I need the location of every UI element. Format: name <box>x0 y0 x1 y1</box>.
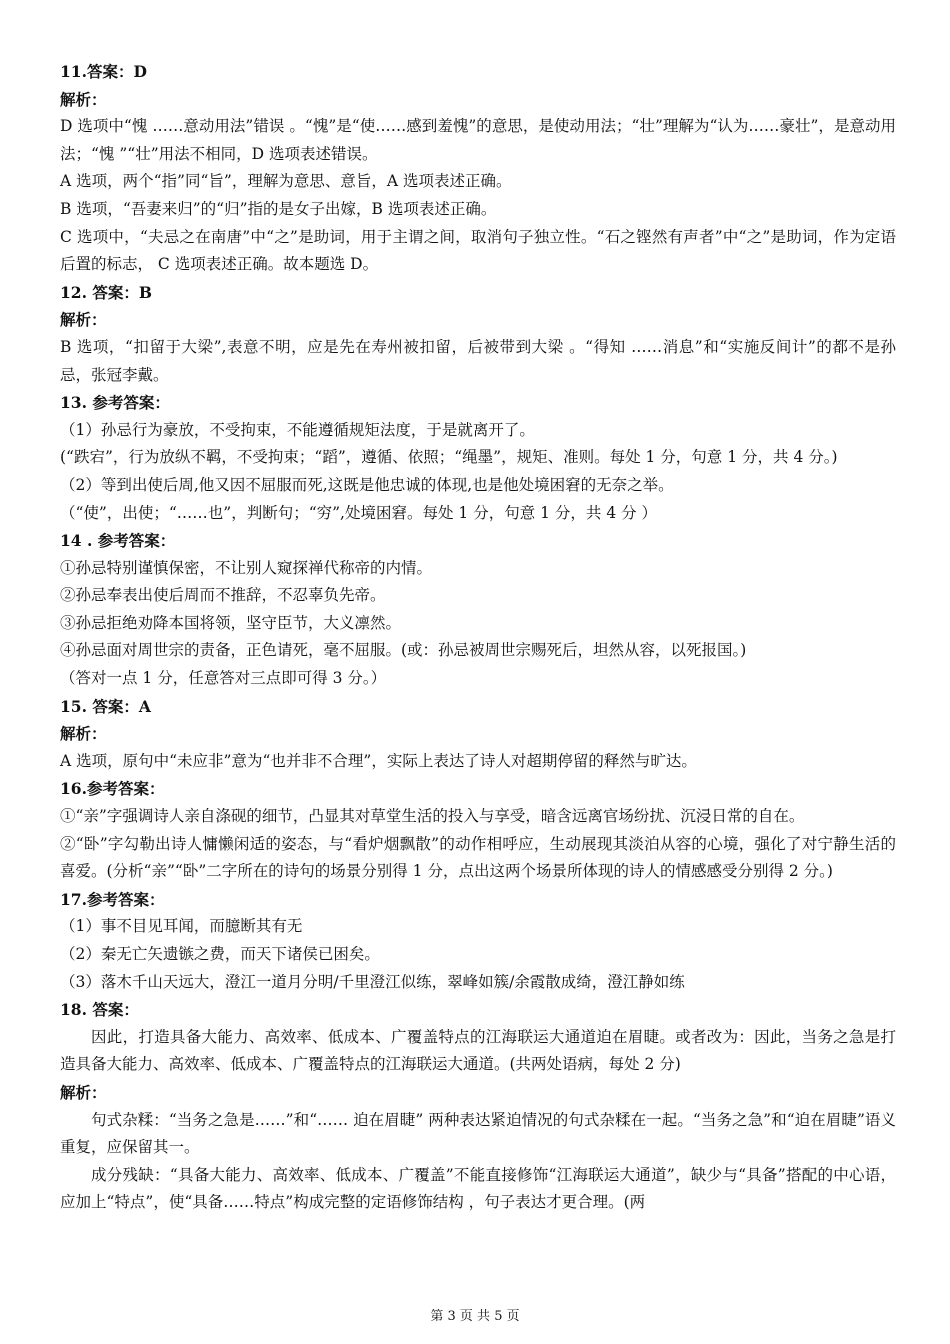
q18-answer: 18. 答案： <box>60 1000 139 1020</box>
q11-answer: 11.答案：D <box>60 62 147 81</box>
q15-analysis-label: 解析： <box>60 724 107 744</box>
q12-answer: 12. 答案：B <box>60 282 152 302</box>
q14-answer: 14 . 参考答案： <box>60 531 176 551</box>
q14-item-1: ①孙忌特别谨慎保密，不让别人窥探禅代称帝的内情。 <box>60 558 433 577</box>
q18-analysis-label: 解析： <box>60 1082 107 1102</box>
q14-item-2: ②孙忌奉表出使后周而不推辞，不忍辜负先帝。 <box>60 586 386 605</box>
q12-analysis-p1: B 选项，“扣留于大梁”,表意不明，应是先在寿州被扣留，后被带到大梁 。“得知 ……消息”和“实施反间计”的都不是孙忌，张冠李戴。 <box>60 337 896 384</box>
q14-item-3: ③孙忌拒绝劝降本国将领，坚守臣节，大义凛然。 <box>60 613 402 632</box>
page-footer: 第 3 页 共 5 页 <box>430 1309 520 1324</box>
q11-analysis-p4: C 选项中，“夫忌之在南唐”中“之”是助词，用于主谓之间，取消句子独立性。“石之铿然有声者”中“之”是助词，作为定语后置的标志， C 选项表述正确。故本题选 D。 <box>60 227 896 274</box>
q15-analysis-p1: A 选项，原句中“未应非”意为“也并非不合理”，实际上表达了诗人对超期停留的释然与旷达。 <box>60 751 697 770</box>
q18-analysis-p2: 句式杂糅：“当务之急是……”和“…… 迫在眉睫” 两种表达紧迫情况的句式杂糅在一起。“当务之急”和“迫在眉睫”语义重复，应保留其一。 <box>60 1110 896 1157</box>
q14-note: （答对一点 1 分，任意答对三点即可得 3 分。） <box>60 669 387 688</box>
answer-document <box>60 58 896 1217</box>
q11-analysis-p1: D 选项中“愧 ……意动用法”错误 。“愧”是“使……感到羞愧”的意思，是使动用法；“壮”理解为“认为……豪壮”，是意动用法；“愧 ”“壮”用法不相同，D 选项表述错误。 <box>60 117 896 163</box>
q16-item-1: ①“亲”字强调诗人亲自涤砚的细节，凸显其对草堂生活的投入与享受，暗含远离官场纷扰、沉浸日常的自在。 <box>60 807 805 826</box>
q17-answer: 17.参考答案： <box>60 889 165 909</box>
q16-item-2: ②“卧”字勾勒出诗人慵懒闲适的姿态，与“看炉烟飘散”的动作相呼应，生动展现其淡泊从容的心境，强化了对宁静生活的喜爱。(分析“亲”“卧”二字所在的诗句的场景分别得 1 分，点出这两个场景所体现的诗人的情感感受分别得 2 分。) <box>60 834 896 881</box>
q18-analysis-p3: 成分残缺：“具备大能力、高效率、低成本、广覆盖”不能直接修饰“江海联运大通道”，缺少与“具备”搭配的中心语，应加上“特点”，使“具备……特点”构成完整的定语修饰结构 ，句子表达才更合理。(两 <box>60 1165 896 1212</box>
q13-answer-2: （2）等到出使后周,他又因不屈服而死,这既是他忠诚的体现,也是他处境困窘的无奈之举。 <box>60 475 674 494</box>
q12-analysis-label: 解析： <box>60 310 107 330</box>
q16-answer: 16.参考答案： <box>60 779 165 799</box>
q13-note-2: （“使”，出使；“……也”，判断句；“穷”,处境困窘。每处 1 分，句意 1 分，共 4 分 ） <box>60 503 658 522</box>
q15-answer: 15. 答案：A <box>60 696 151 716</box>
q17-item-1: （1）事不目见耳闻，而臆断其有无 <box>60 917 303 936</box>
q13-answer: 13. 参考答案： <box>60 393 170 413</box>
q13-answer-1: （1）孙忌行为豪放，不受拘束，不能遵循规矩法度，于是就离开了。 <box>60 420 535 439</box>
q11-analysis-p2: A 选项，两个“指”同“旨”，理解为意思、意旨，A 选项表述正确。 <box>60 172 512 191</box>
q14-item-4: ④孙忌面对周世宗的责备，正色请死，毫不屈服。(或：孙忌被周世宗赐死后，坦然从容，以死报国。) <box>60 641 747 660</box>
q11-analysis-p3: B 选项，“吾妻来归”的“归”指的是女子出嫁，B 选项表述正确。 <box>60 199 497 218</box>
q11-analysis-label: 解析： <box>60 89 107 109</box>
q18-answer-p1: 因此，打造具备大能力、高效率、低成本、广覆盖特点的江海联运大通道迫在眉睫。或者改为：因此，当务之急是打造具备大能力、高效率、低成本、广覆盖特点的江海联运大通道。(共两处语病，每处 2 分) <box>60 1027 896 1074</box>
q17-item-3: （3）落木千山天远大，澄江一道月分明/千里澄江似练，翠峰如簇/余霞散成绮，澄江静如练 <box>60 972 685 991</box>
q13-note-1: (“跌宕”，行为放纵不羁，不受拘束；“蹈”，遵循、依照；“绳墨”，规矩、准则。每处 1 分，句意 1 分，共 4 分。) <box>60 448 838 467</box>
q17-item-2: （2）秦无亡矢遗镞之费，而天下诸侯已困矣。 <box>60 945 380 963</box>
